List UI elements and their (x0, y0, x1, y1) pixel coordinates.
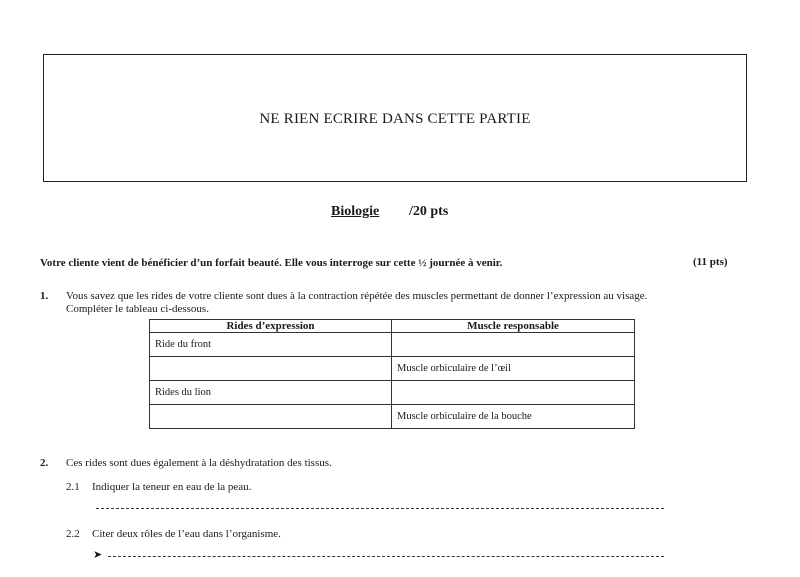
question-2-2-text: Citer deux rôles de l’eau dans l’organisme. (92, 528, 281, 540)
table-header-muscle: Muscle responsable (392, 320, 635, 333)
intro-text: Votre cliente vient de bénéficier d’un forfait beauté. Elle vous interroge sur cette ½ journée à venir. (40, 257, 503, 269)
table-cell: Ride du front (150, 333, 392, 357)
answer-line[interactable] (108, 556, 664, 557)
intro-points: (11 pts) (693, 256, 728, 268)
table-cell: Muscle orbiculaire de la bouche (392, 405, 635, 429)
table-header-row (150, 320, 635, 333)
answer-line[interactable] (96, 508, 664, 509)
subject-title: Biologie (331, 204, 380, 219)
question-2-1-number: 2.1 (66, 481, 80, 493)
subject-points: /20 pts (409, 204, 449, 219)
table-cell: Rides du lion (150, 381, 392, 405)
question-2-2-number: 2.2 (66, 528, 80, 540)
answer-cell[interactable] (150, 357, 392, 381)
arrow-bullet-icon: ➤ (93, 549, 103, 561)
question-2-1-text: Indiquer la teneur en eau de la peau. (92, 481, 252, 493)
reserved-area-box (43, 54, 747, 182)
reserved-area-notice: NE RIEN ECRIRE DANS CETTE PARTIE (259, 111, 531, 127)
table-row (150, 405, 635, 429)
table-header-wrinkles: Rides d’expression (150, 320, 392, 333)
question-1-line-2: Compléter le tableau ci-dessous. (66, 303, 209, 315)
table-row (150, 333, 635, 357)
table-row (150, 381, 635, 405)
table-cell: Muscle orbiculaire de l’œil (392, 357, 635, 381)
answer-cell[interactable] (392, 381, 635, 405)
table-row (150, 357, 635, 381)
question-1-line-1: Vous savez que les rides de votre cliente sont dues à la contraction répétée des muscles permettant de donner l’expression au visage. (66, 290, 648, 302)
question-2-text: Ces rides sont dues également à la déshydratation des tissus. (66, 457, 332, 469)
question-2-number: 2. (40, 457, 49, 469)
question-1-number: 1. (40, 290, 49, 302)
wrinkles-muscles-table (149, 319, 635, 429)
answer-cell[interactable] (150, 405, 392, 429)
answer-cell[interactable] (392, 333, 635, 357)
